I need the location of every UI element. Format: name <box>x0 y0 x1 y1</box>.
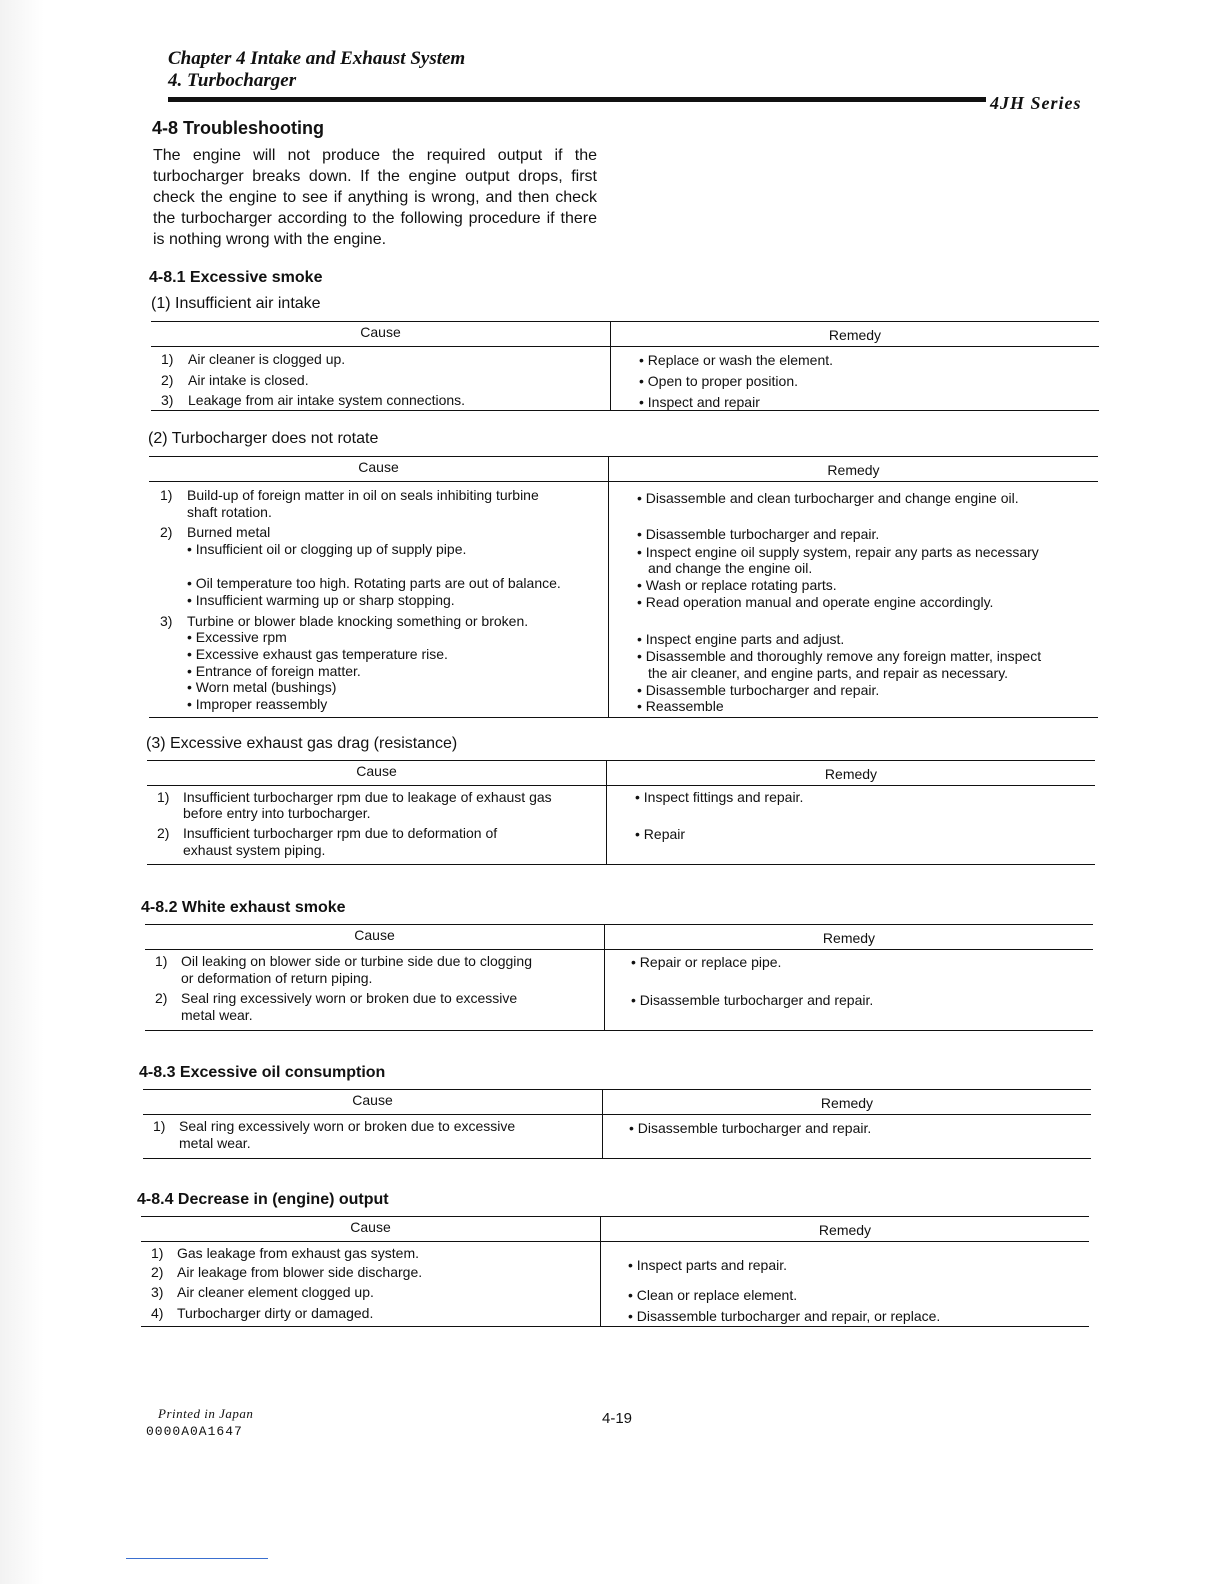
cause-num: 2) <box>157 825 170 841</box>
cause-text: exhaust system piping. <box>183 842 326 858</box>
page-number: 4-19 <box>602 1410 633 1427</box>
remedy-text: • Read operation manual and operate engine accordingly. <box>637 594 994 610</box>
bottom-edge-line <box>126 1558 268 1559</box>
remedy-header: Remedy <box>818 1222 872 1238</box>
cause-header: Cause <box>149 457 609 481</box>
printed-in-japan: Printed in Japan <box>158 1406 254 1421</box>
cause-text: before entry into turbocharger. <box>183 805 371 821</box>
cause-num: 1) <box>157 789 170 805</box>
cause-num: 1) <box>151 1245 164 1261</box>
cause-num: 2) <box>161 372 174 388</box>
table-decrease-in-output <box>141 1216 1089 1327</box>
table-header-row <box>141 1217 1089 1242</box>
cause-header: Cause <box>141 1217 601 1241</box>
remedy-text: • Open to proper position. <box>639 373 798 389</box>
remedy-text: • Inspect engine parts and adjust. <box>637 631 845 647</box>
cause-num: 4) <box>151 1305 164 1321</box>
cause-header: Cause <box>151 322 611 346</box>
intro-paragraph: The engine will not produce the required output if the turbocharger breaks down. If the engine output drops, first check the engine to see if anything is wrong, and then check the turbocharger according to the following procedure if there is nothing wrong with the engine. <box>153 147 597 248</box>
cause-text: • Entrance of foreign matter. <box>187 663 361 679</box>
cause-num: 3) <box>151 1284 164 1300</box>
remedy-text: • Disassemble and thoroughly remove any foreign matter, inspect <box>637 648 1042 664</box>
cause-text: Insufficient turbocharger rpm due to leakage of exhaust gas <box>183 789 552 805</box>
cause-header: Cause <box>145 925 605 949</box>
chapter-title: Chapter 4 Intake and Exhaust System <box>168 48 466 69</box>
cause-num: 3) <box>160 613 173 629</box>
cause-header: Cause <box>143 1090 603 1114</box>
cause-num: 3) <box>161 392 174 408</box>
remedy-header: Remedy <box>820 1095 874 1111</box>
cause-text: Burned metal <box>187 524 271 540</box>
cause-text: Air cleaner element clogged up. <box>177 1284 374 1300</box>
table-excessive-oil-consumption <box>143 1089 1091 1159</box>
remedy-header: Remedy <box>824 766 878 782</box>
remedy-text: • Replace or wash the element. <box>639 352 834 368</box>
cause-text: Air intake is closed. <box>188 372 309 388</box>
table-insufficient-air-intake <box>151 321 1099 411</box>
cause-text: Air leakage from blower side discharge. <box>177 1264 423 1280</box>
remedy-text: • Clean or replace element. <box>628 1287 798 1303</box>
header-rule <box>168 97 986 102</box>
cause-text: Turbocharger dirty or damaged. <box>177 1305 374 1321</box>
cause-header: Cause <box>147 761 607 785</box>
cause-text: shaft rotation. <box>187 504 272 520</box>
cause-num: 1) <box>153 1118 166 1134</box>
table2-title: (2) Turbocharger does not rotate <box>148 430 379 447</box>
cause-text: • Oil temperature too high. Rotating parts are out of balance. <box>187 575 561 591</box>
table-exhaust-gas-drag <box>147 760 1095 865</box>
cause-text: • Insufficient warming up or sharp stopping. <box>187 592 455 608</box>
cause-text: Seal ring excessively worn or broken due to excessive <box>181 990 518 1006</box>
cause-num: 1) <box>161 351 174 367</box>
output-decrease-heading: 4-8.4 Decrease in (engine) output <box>137 1191 389 1208</box>
table-header-row <box>151 322 1099 347</box>
troubleshooting-heading: 4-8 Troubleshooting <box>152 118 325 138</box>
remedy-text: • Repair <box>635 826 686 842</box>
table1-title: (1) Insufficient air intake <box>151 295 321 312</box>
remedy-text: • Disassemble turbocharger and repair. <box>631 992 874 1008</box>
cause-text: or deformation of return piping. <box>181 970 373 986</box>
cause-text: • Excessive rpm <box>187 629 287 645</box>
remedy-text: • Inspect fittings and repair. <box>635 789 804 805</box>
scan-edge-shading <box>0 0 44 1584</box>
cause-text: Build-up of foreign matter in oil on seals inhibiting turbine <box>187 487 539 503</box>
table-header-row <box>143 1090 1091 1115</box>
remedy-header: Remedy <box>827 462 880 478</box>
remedy-text: • Inspect engine oil supply system, repair any parts as necessary <box>637 544 1039 560</box>
table-header-row <box>145 925 1093 950</box>
remedy-text: and change the engine oil. <box>648 560 813 576</box>
cause-text: • Improper reassembly <box>187 696 328 712</box>
cause-text: • Excessive exhaust gas temperature rise. <box>187 646 448 662</box>
cause-text: Air cleaner is clogged up. <box>188 351 346 367</box>
section-title: 4. Turbocharger <box>168 70 297 91</box>
excessive-smoke-heading: 4-8.1 Excessive smoke <box>149 269 323 286</box>
remedy-text: • Disassemble turbocharger and repair, or replace. <box>628 1308 941 1324</box>
cause-num: 1) <box>155 953 168 969</box>
cause-num: 1) <box>160 487 173 503</box>
remedy-text: • Reassemble <box>637 698 724 714</box>
remedy-text: • Repair or replace pipe. <box>631 954 782 970</box>
table-turbocharger-not-rotating <box>149 456 1098 718</box>
cause-text: • Worn metal (bushings) <box>187 679 337 695</box>
remedy-text: the air cleaner, and engine parts, and repair as necessary. <box>648 665 1009 681</box>
remedy-text: • Inspect parts and repair. <box>628 1257 787 1273</box>
table-header-row <box>149 457 1098 482</box>
cause-num: 2) <box>155 990 168 1006</box>
cause-text: metal wear. <box>181 1007 253 1023</box>
cause-text: Gas leakage from exhaust gas system. <box>177 1245 419 1261</box>
remedy-text: • Disassemble turbocharger and repair. <box>637 682 880 698</box>
cause-text: Insufficient turbocharger rpm due to deformation of <box>183 825 498 841</box>
cause-text: Seal ring excessively worn or broken due to excessive <box>179 1118 516 1134</box>
remedy-text: • Inspect and repair <box>639 394 760 410</box>
remedy-text: • Disassemble and clean turbocharger and change engine oil. <box>637 490 1019 506</box>
cause-num: 2) <box>151 1264 164 1280</box>
cause-text: Leakage from air intake system connections. <box>188 392 466 408</box>
white-smoke-heading: 4-8.2 White exhaust smoke <box>141 899 346 916</box>
remedy-text: • Wash or replace rotating parts. <box>637 577 837 593</box>
cause-text: Turbine or blower blade knocking something or broken. <box>187 613 529 629</box>
cause-text: • Insufficient oil or clogging up of supply pipe. <box>187 541 467 557</box>
cause-text: metal wear. <box>179 1135 251 1151</box>
remedy-header: Remedy <box>822 930 876 946</box>
cause-num: 2) <box>160 524 173 540</box>
series-label: 4JH Series <box>990 93 1082 113</box>
remedy-text: • Disassemble turbocharger and repair. <box>629 1120 872 1136</box>
oil-consumption-heading: 4-8.3 Excessive oil consumption <box>139 1064 386 1081</box>
table-header-row <box>147 761 1095 786</box>
cause-text: Oil leaking on blower side or turbine side due to clogging <box>181 953 532 969</box>
table3-title: (3) Excessive exhaust gas drag (resistance) <box>146 735 458 752</box>
document-code: 0000A0A1647 <box>146 1424 243 1439</box>
table-white-exhaust-smoke <box>145 924 1093 1031</box>
remedy-text: • Disassemble turbocharger and repair. <box>637 526 880 542</box>
remedy-header: Remedy <box>828 327 882 343</box>
